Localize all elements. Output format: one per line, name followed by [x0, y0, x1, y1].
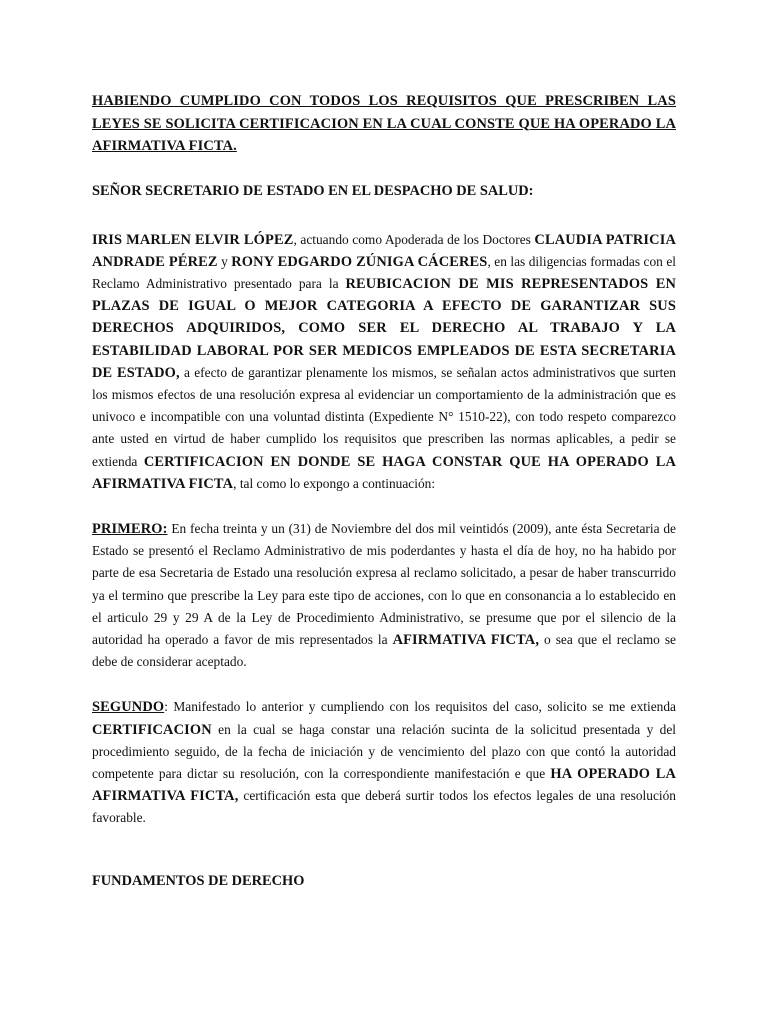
- segundo-text-1: : Manifestado lo anterior y cumpliendo con los requisitos del caso, solicito se me extienda: [164, 699, 676, 715]
- primero-text-2: o sea que el reclamo se debe de considerar aceptado.: [92, 631, 676, 670]
- intro-text-2: y: [217, 253, 232, 269]
- claim-subject: REUBICACION DE MIS REPRESENTADOS EN PLAZAS DE IGUAL O MEJOR CATEGORIA A EFECTO DE GARANTIZAR SUS DERECHOS ADQUIRIDOS, COMO SER EL DERECHO AL TRABAJO Y LA ESTABILIDAD LABORAL POR SER MEDICOS EMPLEADOS DE ESTA SECRETARIA DE ESTADO,: [92, 275, 676, 381]
- intro-text-4: a efecto de garantizar plenamente los mismos, se señalan actos administrativos que surten los mismos efectos de una resolución expresa al evidenciar un comportamiento de la administración que es univoco e incompatible con una voluntad distinta (Expediente N° 1510-22), con todo respeto comparezco ante usted en virtud de haber cumplido los requisitos que prescriben las normas aplicables, a pedir se extienda: [92, 364, 676, 469]
- primero-label: PRIMERO:: [92, 520, 168, 537]
- primero-paragraph: [92, 518, 676, 673]
- segundo-label: SEGUNDO: [92, 699, 165, 716]
- primero-text-1: En fecha treinta y un (31) de Noviembre del dos mil veintidós (2009), ante ésta Secretaria de Estado se presentó el Reclamo Administrativo de mis poderdantes y hasta el día de hoy, no ha habido por parte de esa Secretaria de Estado una resolución expresa al reclamo solicitado, a pesar de haber transcurrido ya el termino que prescribe la Ley para este tipo de acciones, con lo que en consonancia a lo establecido en el articulo 29 y 29 A de la Ley de Procedimiento Administrativo, se presume que por el silencio de la autoridad ha operado a favor de mis representados la: [92, 520, 676, 647]
- document-page: [92, 90, 676, 892]
- section-title: FUNDAMENTOS DE DERECHO: [92, 872, 305, 889]
- segundo-text-2: en la cual se haga constar una relación sucinta de la solicitud presentada y del procedimiento seguido, de la fecha de iniciación y de vencimiento del plazo con que contó la autoridad competente para dictar su resolución, con la correspondiente manifestación e que: [92, 721, 676, 781]
- segundo-bold-1: CERTIFICACION: [92, 721, 212, 738]
- intro-paragraph: [92, 229, 676, 495]
- client-name-2: RONY EDGARDO ZÚNIGA CÁCERES: [231, 253, 488, 270]
- client-name-1: CLAUDIA PATRICIA ANDRADE PÉREZ: [92, 231, 677, 270]
- intro-text-1: , actuando como Apoderada de los Doctores: [293, 231, 535, 247]
- petitioner-name: IRIS MARLEN ELVIR LÓPEZ: [92, 231, 294, 248]
- segundo-paragraph: [92, 696, 676, 829]
- document-heading: HABIENDO CUMPLIDO CON TODOS LOS REQUISITOS QUE PRESCRIBEN LAS LEYES SE SOLICITA CERTIFICACION EN LA CUAL CONSTE QUE HA OPERADO LA AFIRMATIVA FICTA.: [92, 93, 676, 154]
- addressee-line: SEÑOR SECRETARIO DE ESTADO EN EL DESPACHO DE SALUD:: [92, 182, 534, 199]
- certification-request: CERTIFICACION EN DONDE SE HAGA CONSTAR QUE HA OPERADO LA AFIRMATIVA FICTA: [92, 453, 676, 492]
- primero-bold: AFIRMATIVA FICTA,: [392, 631, 540, 648]
- intro-text-5: , tal como lo expongo a continuación:: [233, 475, 436, 491]
- segundo-text-3: certificación esta que deberá surtir todos los efectos legales de una resolución favorable.: [92, 788, 676, 826]
- intro-text-3: , en las diligencias formadas con el Reclamo Administrativo presentado para la: [92, 253, 676, 291]
- segundo-bold-2: HA OPERADO LA AFIRMATIVA FICTA,: [92, 765, 676, 805]
